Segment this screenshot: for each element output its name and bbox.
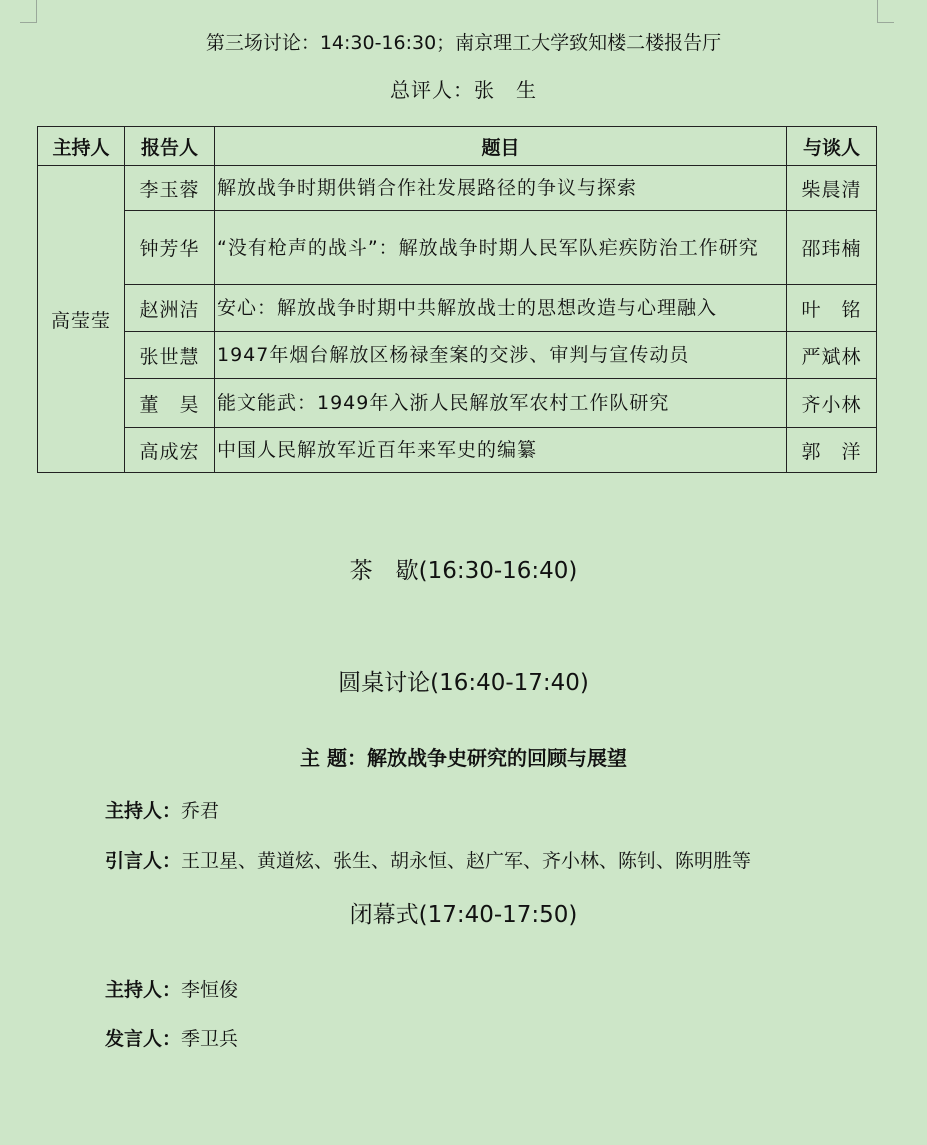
- topic-title: 1947年烟台解放区杨禄奎案的交涉、审判与宣传动员: [215, 332, 787, 379]
- speaker-name: 董 昊: [125, 379, 215, 428]
- table-row: [38, 428, 877, 473]
- speaker-name: 高成宏: [125, 428, 215, 473]
- tea-break-heading: 茶 歇(16:30-16:40): [349, 558, 578, 584]
- table-row: [38, 332, 877, 379]
- closing-host-name: 李恒俊: [181, 979, 239, 1001]
- schedule-table: [37, 126, 877, 473]
- roundtable-theme: 主 题：解放战争史研究的回顾与展望: [300, 746, 627, 770]
- roundtable-host-line: [105, 796, 219, 823]
- speaker-name: 张世慧: [125, 332, 215, 379]
- table-row: [38, 211, 877, 285]
- discussant-name: 柴晨清: [787, 166, 877, 211]
- session-title: 第三场讨论：14:30-16:30；南京理工大学致知楼二楼报告厅: [205, 32, 722, 54]
- header-topic: 题目: [215, 127, 787, 166]
- roundtable-host-name: 乔君: [181, 800, 220, 822]
- page-corner-mark-left: [20, 0, 37, 23]
- closing-speaker-name: 季卫兵: [181, 1028, 239, 1050]
- topic-title: 解放战争时期供销合作社发展路径的争议与探索: [215, 166, 787, 211]
- page-corner-mark-right: [877, 0, 894, 23]
- closing-host-line: [105, 975, 238, 1002]
- closing-host-label: 主持人：: [105, 979, 182, 1001]
- speaker-name: 钟芳华: [125, 211, 215, 285]
- topic-title: 能文能武：1949年入浙人民解放军农村工作队研究: [215, 379, 787, 428]
- header-host: 主持人: [38, 127, 125, 166]
- roundtable-introducers-line: [105, 846, 751, 873]
- table-row: [38, 285, 877, 332]
- header-discussant: 与谈人: [787, 127, 877, 166]
- header-speaker: 报告人: [125, 127, 215, 166]
- closing-speaker-line: [105, 1024, 238, 1051]
- closing-heading: 闭幕式(17:40-17:50): [349, 902, 578, 928]
- speaker-name: 赵洲洁: [125, 285, 215, 332]
- topic-title: “没有枪声的战斗”：解放战争时期人民军队疟疾防治工作研究: [215, 211, 787, 285]
- closing-speaker-label: 发言人：: [105, 1028, 182, 1050]
- roundtable-introducers-label: 引言人：: [105, 850, 182, 872]
- topic-title: 中国人民解放军近百年来军史的编纂: [215, 428, 787, 473]
- session-reviewer: 总评人：张 生: [390, 78, 537, 102]
- discussant-name: 郭 洋: [787, 428, 877, 473]
- topic-title: 安心：解放战争时期中共解放战士的思想改造与心理融入: [215, 285, 787, 332]
- discussant-name: 齐小林: [787, 379, 877, 428]
- roundtable-host-label: 主持人：: [105, 800, 182, 822]
- discussant-name: 叶 铭: [787, 285, 877, 332]
- discussant-name: 邵玮楠: [787, 211, 877, 285]
- speaker-name: 李玉蓉: [125, 166, 215, 211]
- roundtable-introducers-names: 王卫星、黄道炫、张生、胡永恒、赵广军、齐小林、陈钊、陈明胜等: [181, 850, 752, 872]
- roundtable-heading: 圆桌讨论(16:40-17:40): [338, 670, 589, 696]
- table-header-row: [38, 127, 877, 166]
- table-row: [38, 166, 877, 211]
- table-row: [38, 379, 877, 428]
- host-name: 高莹莹: [38, 166, 125, 473]
- discussant-name: 严斌林: [787, 332, 877, 379]
